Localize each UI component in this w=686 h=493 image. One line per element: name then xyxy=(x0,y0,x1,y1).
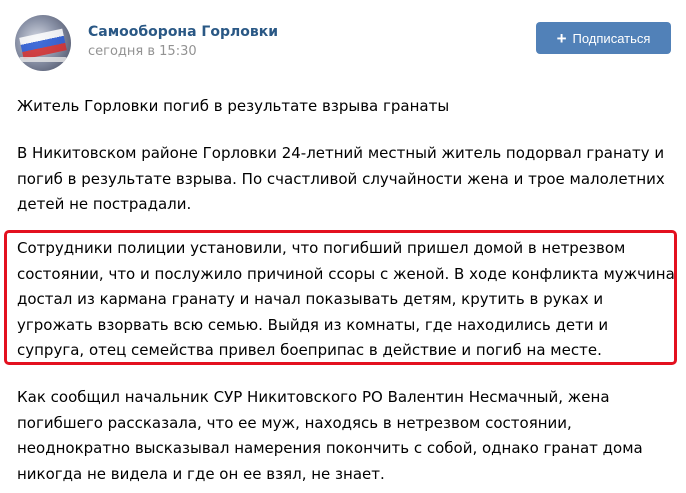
post-date-link[interactable]: сегодня в 15:30 xyxy=(88,44,197,59)
post-paragraph-1: В Никитовском районе Горловки 24-летний местный житель подорвал гранату и погиб в результате взрыва. По счастливой случайности жена и трое малолетних детей не пострадали. xyxy=(17,144,665,213)
community-name-link[interactable]: Самооборона Горловки xyxy=(88,24,279,40)
post-title: Житель Горловки погиб в результате взрыва гранаты xyxy=(17,97,450,115)
plus-icon: + xyxy=(556,28,567,48)
flag-image xyxy=(19,29,67,60)
post-paragraph-3: Как сообщил начальник СУР Никитовского РО Валентин Несмачный, жена погибшего рассказала, что ее муж, находясь в нетрезвом состоянии, неоднократно высказывал намерения покончить с собой, однако гранат дома никогда не видела и где он ее взял, не знает. xyxy=(17,388,643,483)
subscribe-label: Подписаться xyxy=(572,30,651,46)
subscribe-button[interactable] xyxy=(536,22,671,54)
post-paragraph-2-highlighted: Сотрудники полиции установили, что погибший пришел домой в нетрезвом состоянии, что и послужило причиной ссоры с женой. В ходе конфликта мужчина достал из кармана гранату и начал показывать детям, крутить в руках и угрожать взорвать всю семью. Выйдя из комнаты, где находились дети и супруга, отец семейства привел боеприпас в действие и погиб на месте. xyxy=(17,239,675,359)
avatar-caption xyxy=(19,57,67,62)
community-avatar[interactable] xyxy=(15,15,71,71)
